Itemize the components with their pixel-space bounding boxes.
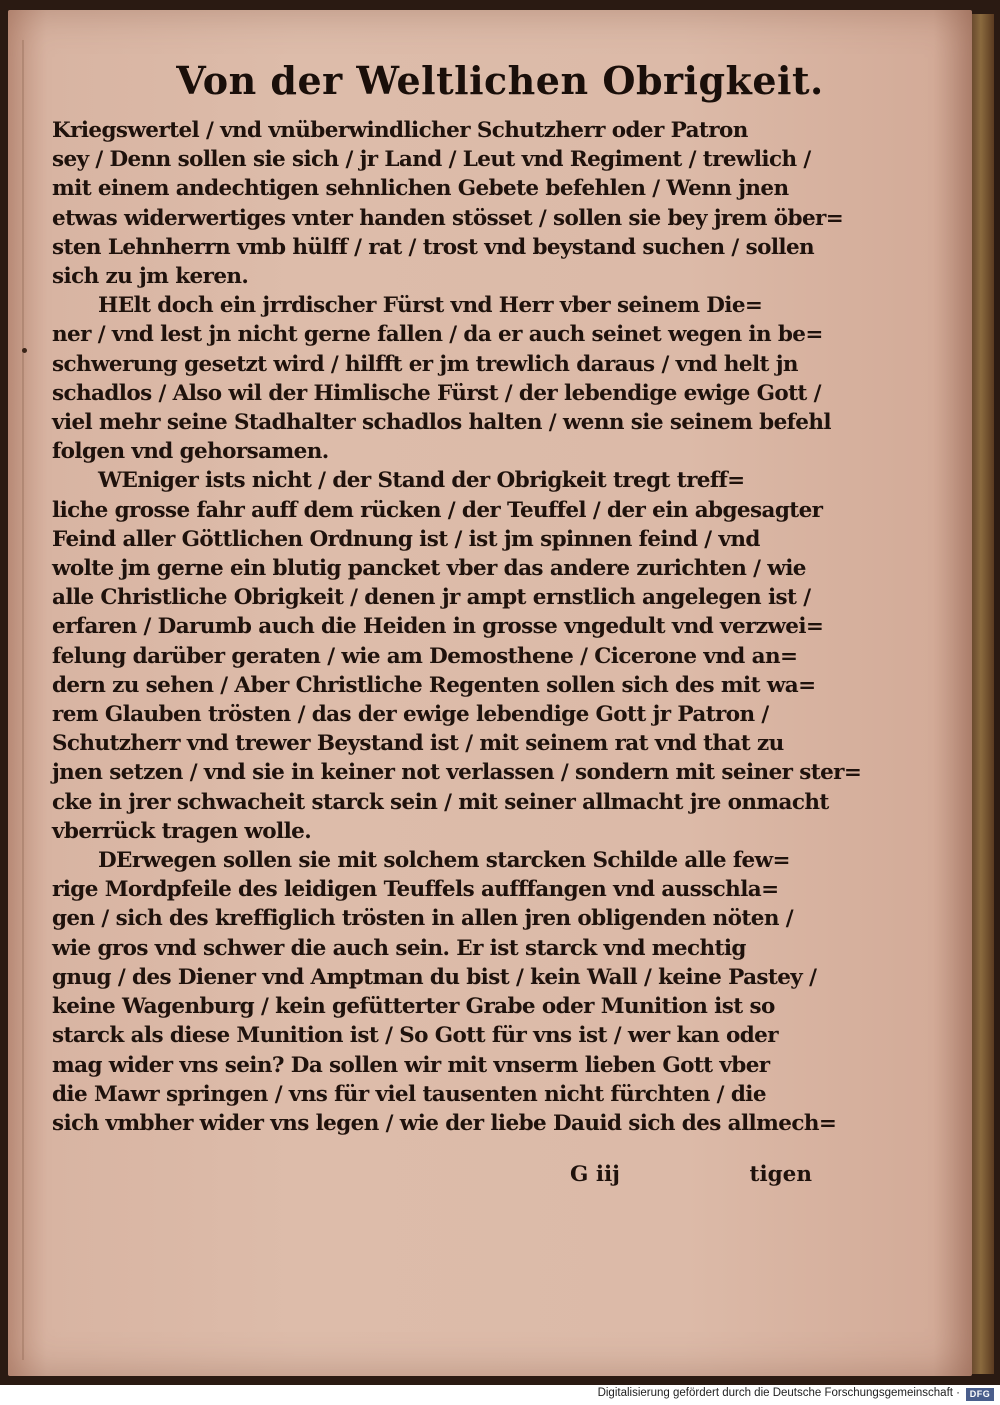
- text-line: wie gros vnd schwer die auch sein. Er ist starck vnd mechtig: [52, 935, 746, 961]
- credit-bar: [0, 1385, 1000, 1405]
- text-line: rige Mordpfeile des leidigen Teuffels aufffangen vnd ausschla=: [52, 877, 779, 903]
- text-line: mit einem andechtigen sehnlichen Gebete befehlen / Wenn jnen: [52, 176, 789, 202]
- text-line: schadlos / Also wil der Himlische Fürst / der lebendige ewige Gott /: [52, 380, 821, 406]
- book-fore-edge: [972, 14, 994, 1374]
- text-line: sten Lehnherrn vmb hülff / rat / trost vnd beystand suchen / sollen: [52, 234, 815, 260]
- text-line: die Mawr springen / vns für viel tausenten nicht fürchten / die: [52, 1081, 766, 1107]
- text-line: gen / sich des kreffiglich trösten in allen jren obligenden nöten /: [52, 906, 794, 932]
- text-line: felung darüber geraten / wie am Demosthene / Cicerone vnd an=: [52, 643, 798, 669]
- body-text: [52, 116, 862, 1138]
- text-line: sich zu jm keren.: [52, 264, 249, 290]
- text-line: sey / Denn sollen sie sich / jr Land / Leut vnd Regiment / trewlich /: [52, 147, 811, 173]
- text-line: folgen vnd gehorsamen.: [52, 439, 329, 465]
- text-line: alle Christliche Obrigkeit / denen jr ampt ernstlich angelegen ist /: [52, 585, 811, 611]
- text-line: gnug / des Diener vnd Amptman du bist / kein Wall / keine Pastey /: [52, 964, 817, 990]
- page-footer: [52, 1162, 822, 1192]
- page-gutter: [22, 40, 24, 1360]
- text-line: mag wider vns sein? Da sollen wir mit vnserm lieben Gott vber: [52, 1052, 770, 1078]
- text-line: HElt doch ein jrrdischer Fürst vnd Herr vber seinem Die=: [98, 293, 763, 319]
- page-title: Von der Weltlichen Obrigkeit.: [176, 58, 824, 103]
- text-line: schwerung gesetzt wird / hilfft er jm trewlich daraus / vnd helt jn: [52, 351, 798, 377]
- signature-mark: G iij: [570, 1162, 620, 1187]
- text-line: liche grosse fahr auff dem rücken / der Teuffel / der ein abgesagter: [52, 497, 823, 523]
- text-line: Kriegswertel / vnd vnüberwindlicher Schutzherr oder Patron: [52, 118, 748, 143]
- text-line: viel mehr seine Stadhalter schadlos halten / wenn sie seinem befehl: [52, 410, 831, 436]
- catchword: tigen: [749, 1162, 812, 1187]
- funding-credit: Digitalisierung gefördert durch die Deutsche Forschungsgemeinschaft ·: [597, 1387, 960, 1399]
- text-line: erfaren / Darumb auch die Heiden in grosse vngedult vnd verzwei=: [52, 614, 824, 640]
- text-line: wolte jm gerne ein blutig pancket vber das andere zurichten / wie: [52, 556, 806, 582]
- text-line: rem Glauben trösten / das der ewige lebendige Gott jr Patron /: [52, 702, 769, 728]
- text-line: WEniger ists nicht / der Stand der Obrigkeit tregt treff=: [98, 468, 745, 494]
- text-line: sich vmbher wider vns legen / wie der liebe Dauid sich des allmech=: [52, 1110, 837, 1136]
- text-line: etwas widerwertiges vnter handen stösset / sollen sie bey jrem öber=: [52, 205, 844, 231]
- text-line: dern zu sehen / Aber Christliche Regenten sollen sich des mit wa=: [52, 672, 816, 698]
- text-line: vberrück tragen wolle.: [52, 818, 312, 844]
- text-line: keine Wagenburg / kein gefütterter Grabe oder Munition ist so: [52, 994, 775, 1020]
- text-line: DErwegen sollen sie mit solchem starcken Schilde alle few=: [98, 848, 790, 874]
- text-line: Schutzherr vnd trewer Beystand ist / mit seinem rat vnd that zu: [52, 731, 784, 757]
- text-line: cke in jrer schwacheit starck sein / mit seiner allmacht jre onmacht: [52, 789, 829, 815]
- text-line: starck als diese Munition ist / So Gott für vns ist / wer kan oder: [52, 1023, 778, 1049]
- text-line: Feind aller Göttlichen Ordnung ist / ist jm spinnen feind / vnd: [52, 526, 760, 552]
- dfg-logo-icon: DFG: [966, 1388, 994, 1401]
- margin-ink-dot: [22, 348, 27, 353]
- text-line: ner / vnd lest jn nicht gerne fallen / da er auch seinet wegen in be=: [52, 322, 823, 348]
- text-line: jnen setzen / vnd sie in keiner not verlassen / sondern mit seiner ster=: [52, 760, 862, 786]
